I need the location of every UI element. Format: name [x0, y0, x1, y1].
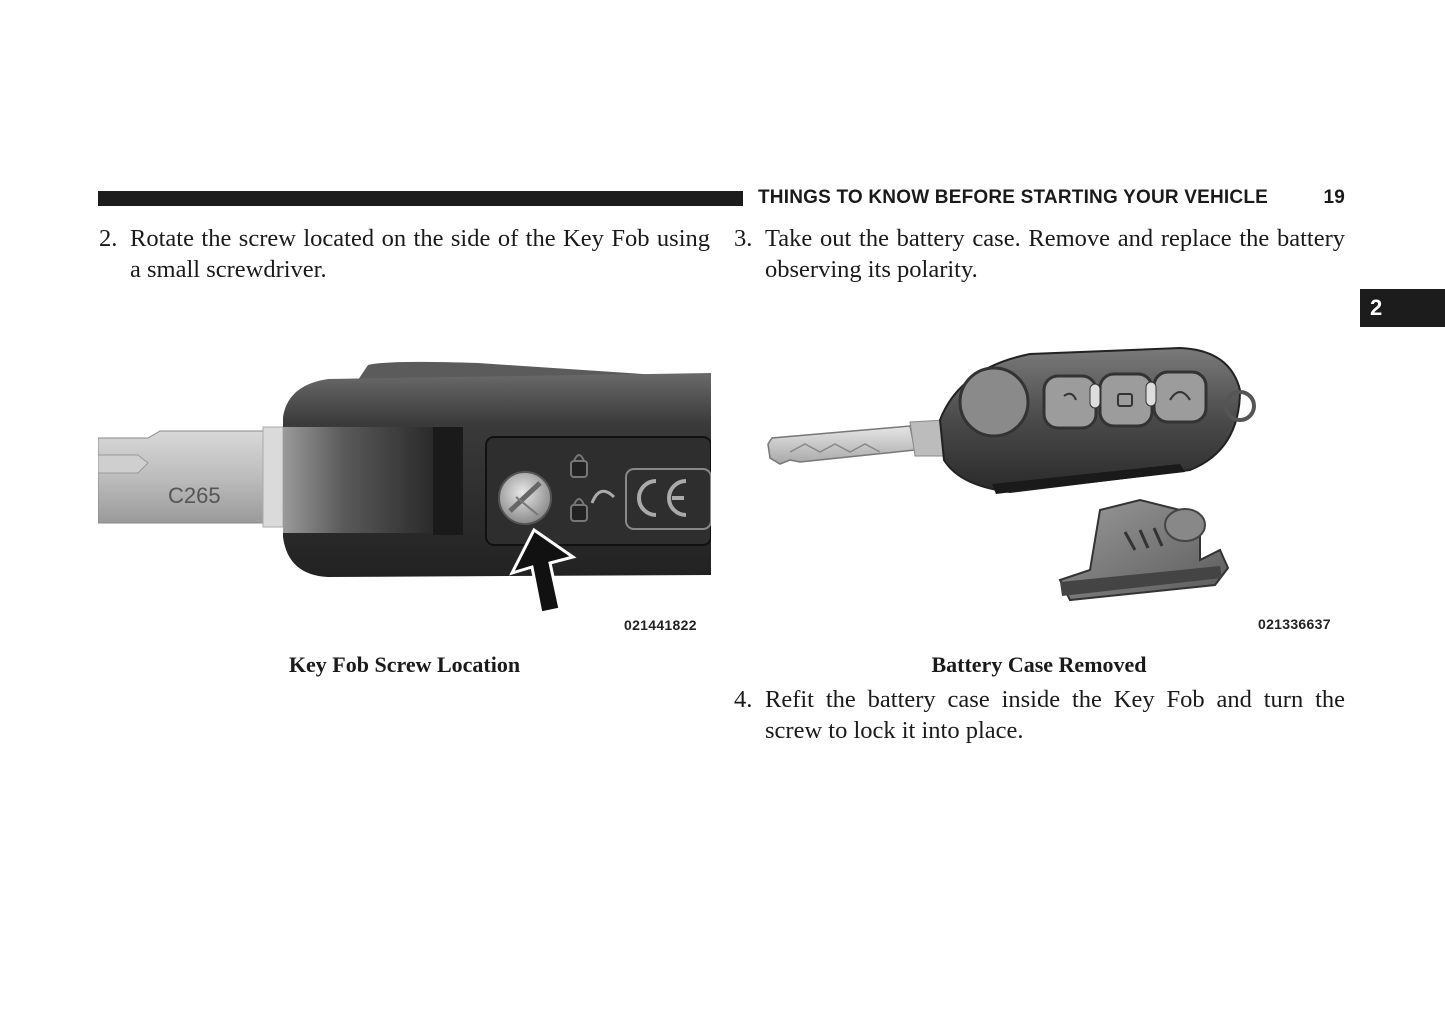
figure-code: 021336637 — [1258, 616, 1331, 632]
step-text: Refit the battery case inside the Key Fob and turn the screw to lock it into place. — [765, 686, 1345, 744]
header-rule — [98, 191, 743, 206]
page-number: 19 — [1323, 187, 1345, 208]
step-2 — [99, 223, 710, 285]
section-title: THINGS TO KNOW BEFORE STARTING YOUR VEHICLE — [758, 187, 1269, 208]
key-blade-label: C265 — [168, 483, 221, 508]
figure-caption: Key Fob Screw Location — [288, 652, 521, 677]
step-3 — [734, 223, 1345, 285]
step-text: Take out the battery case. Remove and replace the battery observing its polarity. — [765, 225, 1345, 283]
key-fob-battery-case-illustration — [760, 310, 1345, 630]
running-header — [758, 187, 1345, 209]
step-number: 3. — [734, 225, 753, 252]
chapter-tab — [1360, 289, 1445, 327]
key-fob-screw-illustration — [98, 355, 711, 630]
step-number: 4. — [734, 686, 753, 713]
step-4 — [734, 684, 1345, 746]
step-number: 2. — [99, 225, 118, 252]
chapter-number: 2 — [1370, 295, 1383, 320]
step-text: Rotate the screw located on the side of the Key Fob using a small screwdriver. — [130, 225, 710, 283]
figure-caption: Battery Case Removed — [931, 652, 1147, 677]
figure-code: 021441822 — [624, 617, 697, 633]
